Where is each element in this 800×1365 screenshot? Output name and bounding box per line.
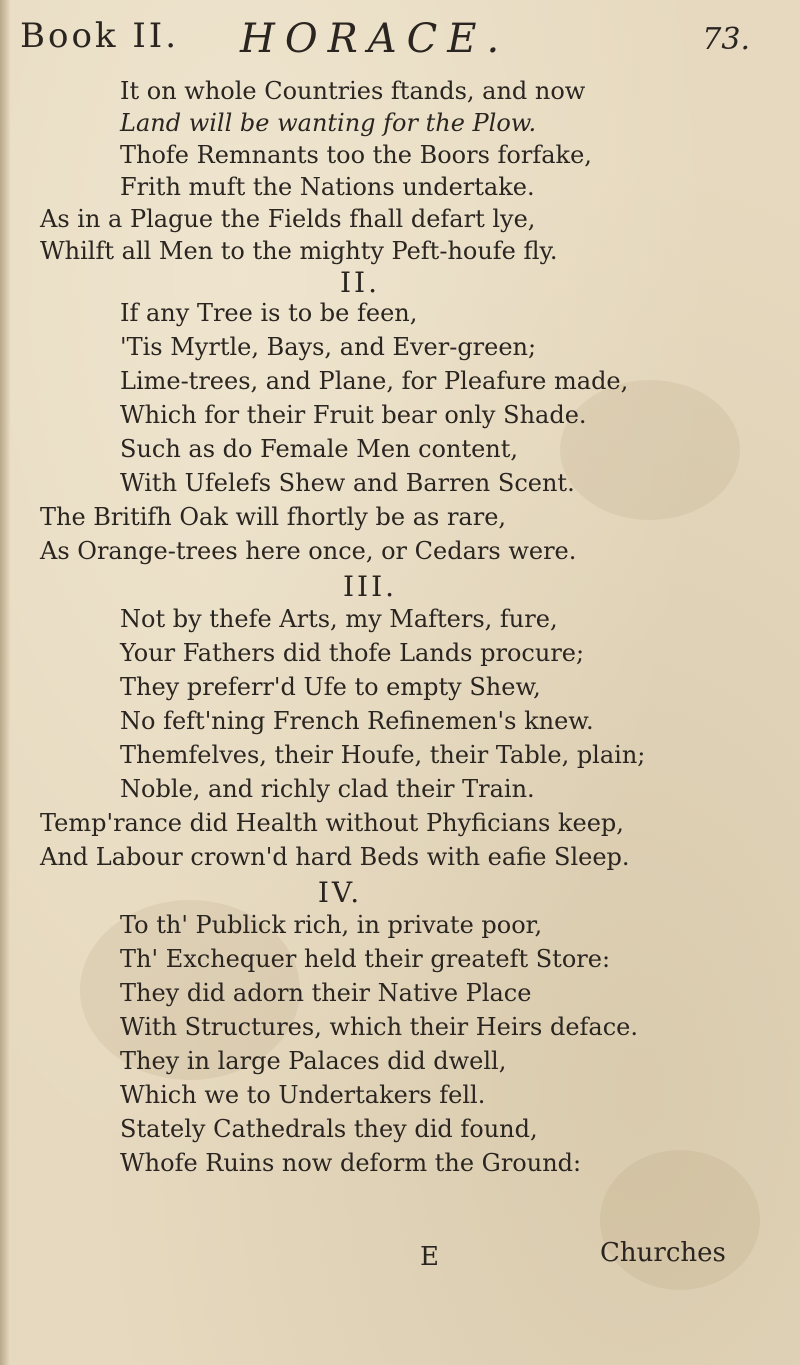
verse-line: They in large Palaces did dwell, bbox=[120, 1047, 507, 1075]
verse-line: 'Tis Myrtle, Bays, and Ever-green; bbox=[120, 333, 537, 361]
paper-stain bbox=[560, 380, 740, 520]
book-label: Book II. bbox=[20, 16, 180, 56]
verse-line: And Labour crown'd hard Beds with eafie Sleep. bbox=[40, 843, 630, 871]
page-number: 73. bbox=[702, 22, 750, 57]
verse-line: They did adorn their Native Place bbox=[120, 979, 532, 1007]
verse-line: Thofe Remnants too the Boors forfake, bbox=[120, 141, 592, 169]
verse-line: Whofe Ruins now deform the Ground: bbox=[120, 1149, 582, 1177]
verse-line: Your Fathers did thofe Lands procure; bbox=[120, 639, 585, 667]
verse-line: With Structures, which their Heirs deface. bbox=[120, 1013, 639, 1041]
verse-line: Whilft all Men to the mighty Peft-houfe fly. bbox=[40, 237, 558, 265]
author-heading: HORACE. bbox=[240, 16, 510, 62]
stanza-numeral: II. bbox=[339, 266, 381, 299]
verse-line: Which we to Undertakers fell. bbox=[120, 1081, 486, 1109]
catchword: Churches bbox=[600, 1238, 726, 1268]
verse-line: No feft'ning French Refinemen's knew. bbox=[120, 707, 594, 735]
stanza-numeral: III. bbox=[342, 570, 398, 603]
verse-line: The Britifh Oak will fhortly be as rare, bbox=[40, 503, 507, 531]
signature-mark: E bbox=[420, 1242, 439, 1272]
page-gutter-shadow bbox=[0, 0, 10, 1365]
verse-line: It on whole Countries ftands, and now bbox=[120, 77, 586, 105]
stanza-numeral: IV. bbox=[317, 876, 363, 909]
verse-line: Temp'rance did Health without Phyficians keep, bbox=[40, 809, 624, 837]
verse-line: Frith muft the Nations undertake. bbox=[120, 173, 535, 201]
verse-line: Which for their Fruit bear only Shade. bbox=[120, 401, 587, 429]
verse-line: Lime-trees, and Plane, for Pleafure made, bbox=[120, 367, 629, 395]
paper-stain bbox=[600, 1150, 760, 1290]
verse-line: If any Tree is to be feen, bbox=[120, 299, 418, 327]
verse-line: Noble, and richly clad their Train. bbox=[120, 775, 535, 803]
verse-line: Land will be wanting for the Plow. bbox=[120, 109, 537, 137]
verse-line: Stately Cathedrals they did found, bbox=[120, 1115, 538, 1143]
verse-line: As Orange-trees here once, or Cedars were. bbox=[40, 537, 577, 565]
running-head bbox=[20, 8, 780, 68]
verse-line: With Ufelefs Shew and Barren Scent. bbox=[120, 469, 575, 497]
verse-line: Themfelves, their Houfe, their Table, plain; bbox=[120, 741, 646, 769]
verse-line: To th' Publick rich, in private poor, bbox=[120, 911, 543, 939]
verse-line: Th' Exchequer held their greateft Store: bbox=[120, 945, 611, 973]
verse-line: Such as do Female Men content, bbox=[120, 435, 519, 463]
verse-line: Not by thefe Arts, my Mafters, fure, bbox=[120, 605, 558, 633]
verse-line: They preferr'd Ufe to empty Shew, bbox=[120, 673, 541, 701]
verse-line: As in a Plague the Fields fhall defart lye, bbox=[40, 205, 536, 233]
